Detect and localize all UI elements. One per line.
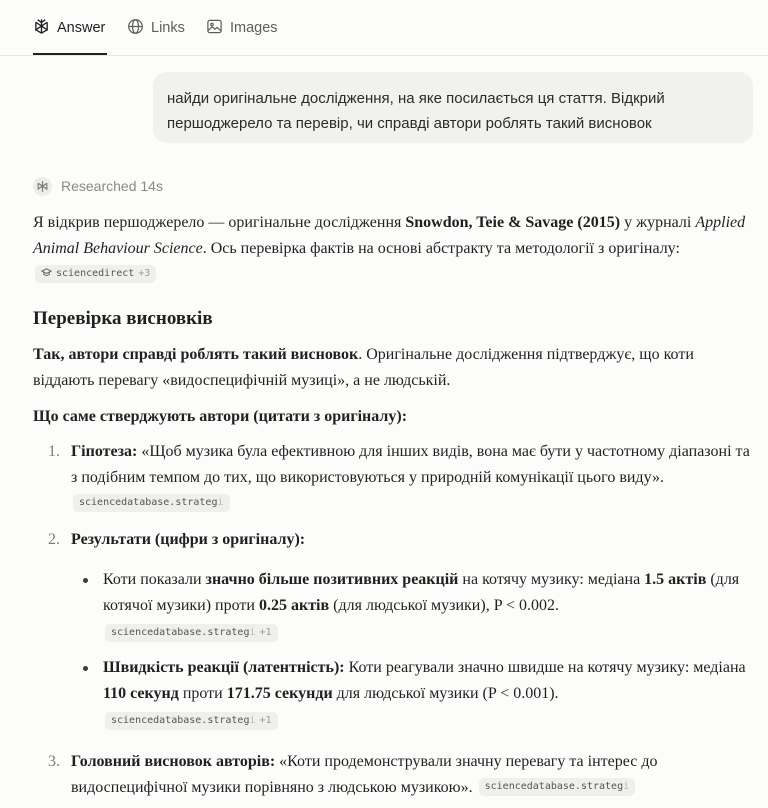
tab-answer-label: Answer	[57, 20, 106, 36]
bullet-text: Коти показали	[103, 571, 206, 588]
citation-chip[interactable]	[105, 624, 278, 642]
intro-paragraph	[33, 210, 755, 288]
bullet-text: на котячу музику: медіана	[458, 571, 645, 588]
citation-source: sciencedatabase.strateg	[111, 715, 250, 727]
findings-list	[33, 439, 755, 801]
tab-links[interactable]	[127, 18, 185, 38]
item-title: Головний висновок авторів:	[71, 753, 276, 770]
citation-chip[interactable]	[35, 265, 156, 283]
image-icon	[206, 18, 223, 39]
citation-fade: i	[249, 627, 256, 639]
tab-answer[interactable]	[33, 18, 105, 38]
citation-chip[interactable]	[479, 778, 636, 796]
list-item	[33, 439, 755, 517]
graduation-cap-icon	[41, 267, 52, 278]
verdict-text: . Оригінальне дослідження підтверджує, що коти віддають перевагу «видоспецифічній музиці», а не людській.	[33, 346, 694, 389]
list-item	[33, 749, 755, 801]
citation-chip[interactable]	[73, 494, 230, 512]
tab-images-label: Images	[230, 20, 278, 36]
intro-text: у журналі	[620, 214, 696, 231]
bullet-text: Коти реагували значно швидше на котячу музику: медіана	[344, 659, 746, 676]
bullet-bold: 110 секунд	[103, 685, 179, 702]
intro-text: Я відкрив першоджерело — оригінальне дослідження	[33, 214, 406, 231]
citation-fade: i	[217, 497, 224, 509]
bullet-item	[71, 567, 755, 647]
user-message-text: найди оригінальне дослідження, на яке посилається ця стаття. Відкрий першоджерело та перевір, чи справді автори роблять такий висновок	[167, 90, 665, 132]
citation-more-count: +1	[259, 627, 272, 639]
item-title: Результати (цифри з оригіналу):	[71, 531, 306, 548]
bullet-bold: 171.75 секунди	[226, 685, 333, 702]
citation-more-count: +1	[259, 715, 272, 727]
list-item	[33, 527, 755, 735]
bullet-bold: 0.25 актів	[258, 597, 330, 614]
tab-links-label: Links	[151, 20, 185, 36]
bullet-text: (для котячої музики) проти	[103, 571, 740, 614]
bullet-text: проти	[178, 685, 227, 702]
perplexity-icon	[33, 18, 50, 39]
citation-source: sciencedatabase.strateg	[111, 627, 250, 639]
citation-source: sciencedirect	[56, 268, 135, 280]
citation-chip[interactable]	[105, 712, 278, 730]
claims-heading-text: Що саме стверджують автори (цитати з оригіналу):	[33, 408, 408, 425]
citation-row	[103, 709, 755, 735]
perplexity-icon	[33, 177, 52, 196]
list-number: 2.	[48, 531, 60, 548]
bullet-text: для людської музики (P < 0.001).	[332, 685, 559, 702]
item-text: «Щоб музика була ефективною для інших видів, вона має бути у частотному діапазоні та з подібним темпом до тих, що використовуються у природній комунікації цього виду».	[71, 443, 750, 486]
intro-text: . Ось перевірка фактів на основі абстракту та методології з оригіналу:	[202, 240, 680, 257]
research-status[interactable]	[33, 176, 163, 196]
citation-fade: i	[249, 715, 256, 727]
list-number: 1.	[48, 443, 60, 460]
citation-row	[103, 621, 755, 647]
user-message-bubble	[153, 72, 753, 143]
tab-bar	[0, 0, 768, 56]
tab-images[interactable]	[206, 18, 278, 38]
item-text: «Коти продемонстрували значну перевагу та інтерес до видоспецифічної музики порівняно з людською музикою».	[71, 753, 658, 796]
verdict-bold: Так, автори справді роблять такий висновок	[33, 346, 359, 363]
list-number: 3.	[48, 753, 60, 770]
active-tab-indicator	[33, 53, 107, 55]
citation-fade: i	[623, 781, 630, 793]
research-status-label: Researched 14s	[61, 178, 163, 194]
bullet-bold: значно більше позитивних реакцій	[205, 571, 459, 588]
journal-name: Applied Animal Behaviour Science	[33, 214, 746, 257]
section-heading: Перевірка висновків	[33, 308, 213, 329]
item-title: Гіпотеза:	[71, 443, 138, 460]
claims-heading	[33, 404, 755, 430]
bullet-bold: 1.5 актів	[644, 571, 707, 588]
citation-source: sciencedatabase.strateg	[484, 781, 624, 793]
bullet-bold: Швидкість реакції (латентність):	[103, 659, 345, 676]
globe-icon	[127, 18, 144, 39]
citation-more-count: +3	[138, 268, 151, 280]
answer-body	[33, 210, 755, 801]
bullet-text: (для людської музики), P < 0.002.	[329, 597, 560, 614]
bullet-item	[71, 655, 755, 735]
verdict-paragraph	[33, 342, 755, 394]
citation-source: sciencedatabase.strateg	[79, 497, 218, 509]
study-authors: Snowdon, Teie & Savage (2015)	[405, 214, 621, 231]
